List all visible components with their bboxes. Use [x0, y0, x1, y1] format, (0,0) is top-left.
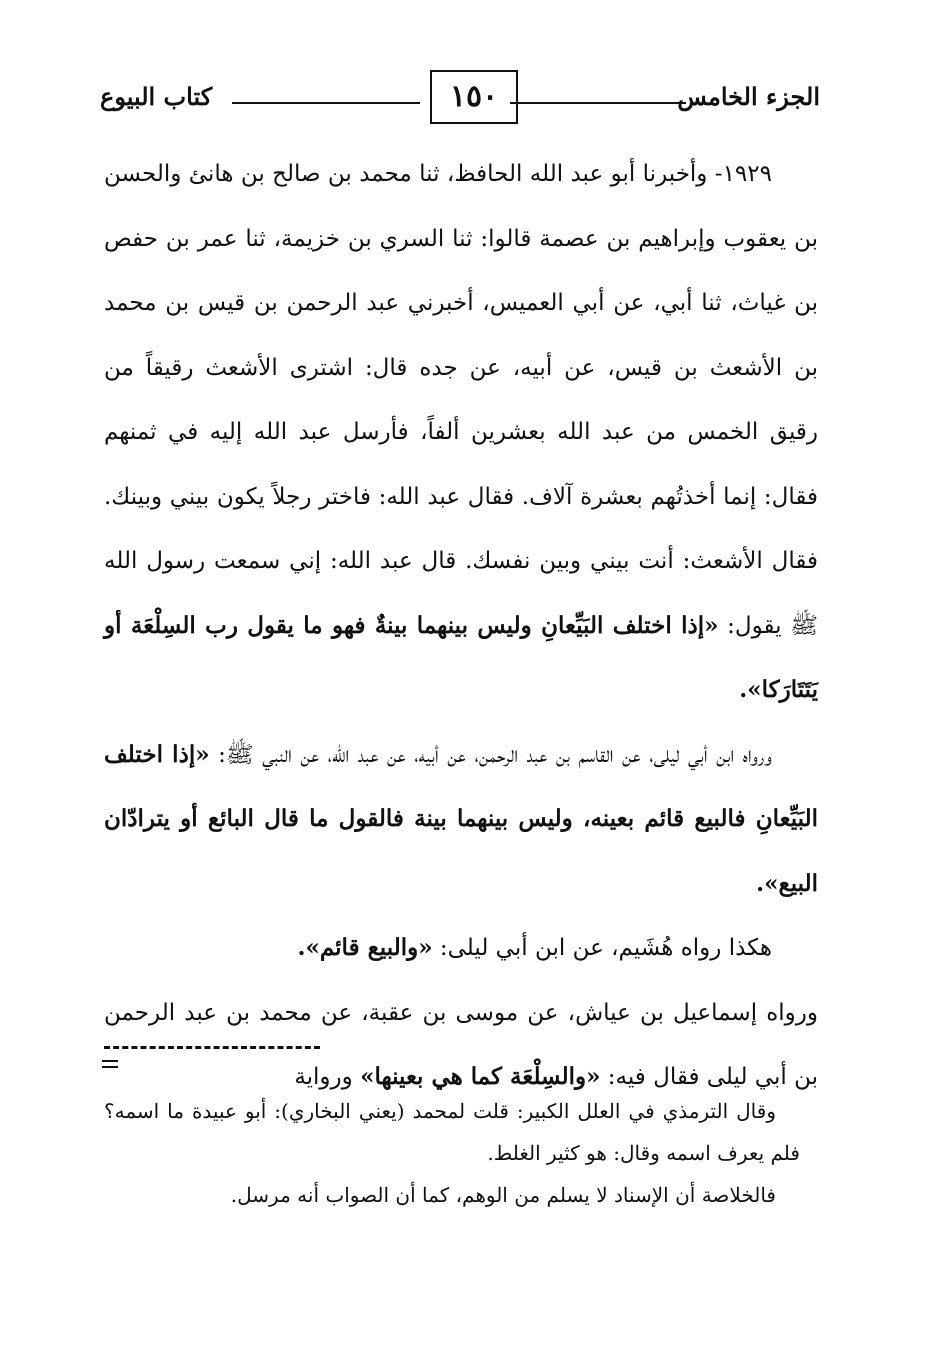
narration-text: ورواه ابن أبي ليلى، عن القاسم بن عبد الرحمن، عن أبيه، عن عبد الله، عن النبي ﷺ:: [209, 741, 772, 768]
narration-paragraph: [104, 723, 818, 917]
header-rule: [510, 102, 686, 104]
running-header: [100, 68, 820, 126]
footnote-paragraph: وقال الترمذي في العلل الكبير: قلت لمحمد (يعني البخاري): أبو عبيدة ما اسمه؟ فلم يعرف اسمه وقال: هو كثير الغلط.: [104, 1099, 800, 1165]
hadith-quote: «إذا اختلف البَيِّعانِ وليس بينهما بينةٌ فهو ما يقول رب السِلْعَة أو يَتَتَارَكا».: [104, 611, 818, 703]
narration-text: ١٩٢٩- وأخبرنا أبو عبد الله الحافظ، ثنا محمد بن صالح بن هانئ والحسن بن يعقوب وإبراهيم بن عصمة قالوا: ثنا السري بن خزيمة، ثنا عمر بن حفص بن غياث، ثنا أبي، عن أبي العميس، أخبرني عبد الرحمن بن قيس بن محمد بن الأشعث بن قيس، عن أبيه، عن جده قال: اشترى الأشعث رقيقاً من رقيق الخمس من عبد الله بعشرين ألفاً، فأرسل عبد الله إليه في ثمنهم فقال: إنما أخذتُهم بعشرة آلاف. فقال عبد الله: فاختر رجلاً يكون بيني وبينك. فقال الأشعث: أنت بيني وبين نفسك. قال عبد الله: إني سمعت رسول الله ﷺ يقول:: [104, 161, 818, 639]
hadith-quote: «والسِلْعَة كما هي بعينها»: [360, 1063, 601, 1090]
footnote-separator: [104, 1046, 320, 1049]
narration-text: ورواية: [294, 1064, 361, 1090]
hadith-paragraph: [104, 142, 818, 723]
main-text: [104, 142, 818, 1110]
footnote-paragraph: فالخلاصة أن الإسناد لا يسلم من الوهم، كما أن الصواب أنه مرسل.: [230, 1183, 776, 1207]
volume-title: الجزء الخامس: [677, 82, 820, 111]
header-rule: [232, 102, 420, 104]
book-title: كتاب البيوع: [100, 82, 213, 111]
narration-text: ورواه إسماعيل بن عياش، عن موسى بن عقبة، عن محمد بن عبد الرحمن بن أبي ليلى فقال فيه:: [104, 999, 818, 1090]
page-number: ١٥٠: [430, 70, 518, 124]
hadith-quote: «والبيع قائم».: [297, 934, 433, 961]
footnote: [104, 1090, 800, 1216]
narration-text: هكذا رواه هُشَيم، عن ابن أبي ليلى:: [432, 935, 772, 961]
hadith-quote: «إذا اختلف البَيِّعانِ فالبيع قائم بعينه، وليس بينهما بينة فالقول ما قال البائع أو يترادّان البيع».: [104, 740, 818, 897]
narration-paragraph: [104, 916, 818, 981]
continuation-mark: [102, 1060, 118, 1072]
